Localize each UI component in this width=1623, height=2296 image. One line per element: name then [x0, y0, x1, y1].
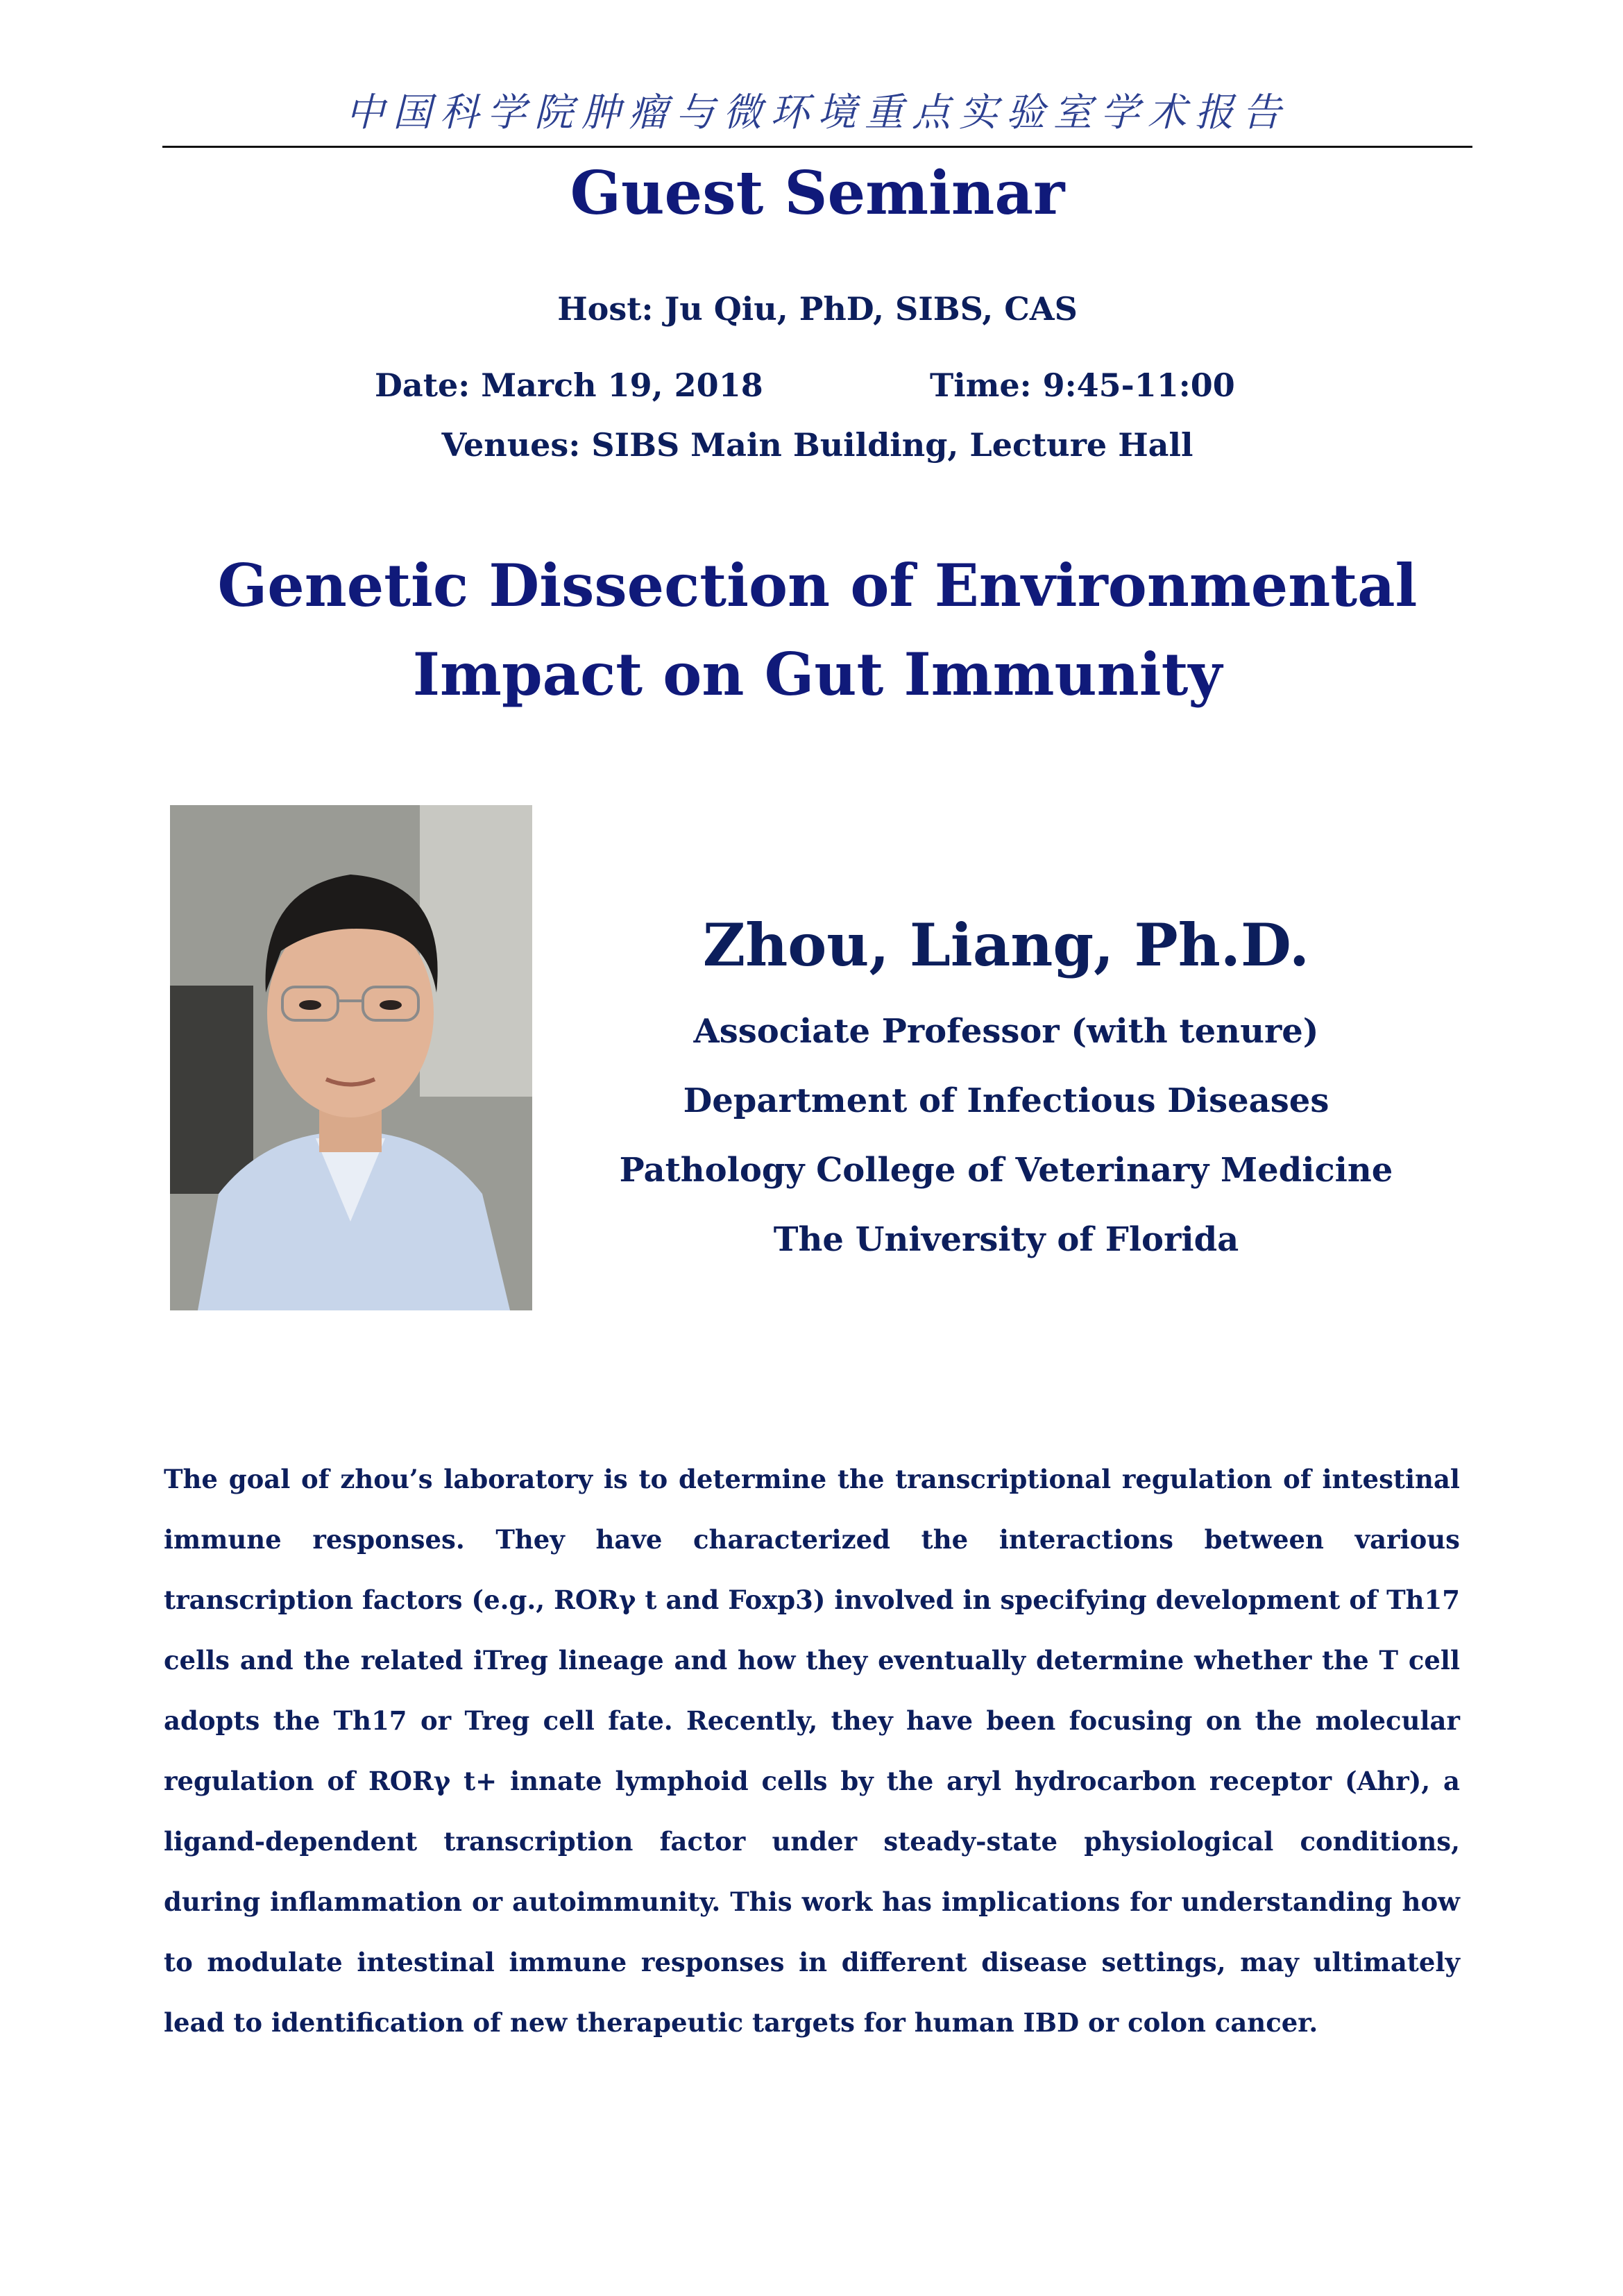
- time-line: Time: 9:45-11:00: [930, 366, 1235, 404]
- header-divider: [162, 146, 1472, 148]
- speaker-college: Pathology College of Veterinary Medicine: [619, 1151, 1393, 1190]
- institution-header: 中国科学院肿瘤与微环境重点实验室学术报告: [346, 90, 1289, 135]
- date-line: Date: March 19, 2018: [375, 366, 763, 404]
- talk-title-line-1: Genetic Dissection of Environmental: [217, 551, 1418, 620]
- speaker-photo: [170, 805, 532, 1310]
- venue-line: Venues: SIBS Main Building, Lecture Hall: [441, 426, 1193, 464]
- host-line: Host: Ju Qiu, PhD, SIBS, CAS: [557, 290, 1078, 328]
- seminar-title: Guest Seminar: [570, 158, 1065, 228]
- speaker-name: Zhou, Liang, Ph.D.: [702, 911, 1310, 979]
- speaker-portrait-image: [170, 805, 532, 1310]
- talk-title: [139, 541, 1496, 719]
- abstract-text: The goal of zhou’s laboratory is to determine the transcriptional regulation of intestinal immune responses. They have characterized the interactions between various transcription factors (e.g., RORγ t and Foxp3) involved in specifying development of Th17 cells and the related iTreg lineage and how they eventually determine whether the T cell adopts the Th17 or Treg cell fate. Recently, they have been focusing on the molecular regulation of RORγ t+ innate lymphoid cells by the aryl hydrocarbon receptor (Ahr), a ligand-dependent transcription factor under steady-state physiological conditions, during inflammation or autoimmunity. This work has implications for understanding how to modulate intestinal immune responses in different disease settings, may ultimately lead to identification of new therapeutic targets for human IBD or colon cancer.: [164, 1464, 1460, 2038]
- speaker-position: Associate Professor (with tenure): [693, 1012, 1319, 1051]
- speaker-university: The University of Florida: [773, 1220, 1239, 1259]
- talk-title-line-2: Impact on Gut Immunity: [412, 640, 1223, 709]
- speaker-department: Department of Infectious Diseases: [683, 1081, 1329, 1120]
